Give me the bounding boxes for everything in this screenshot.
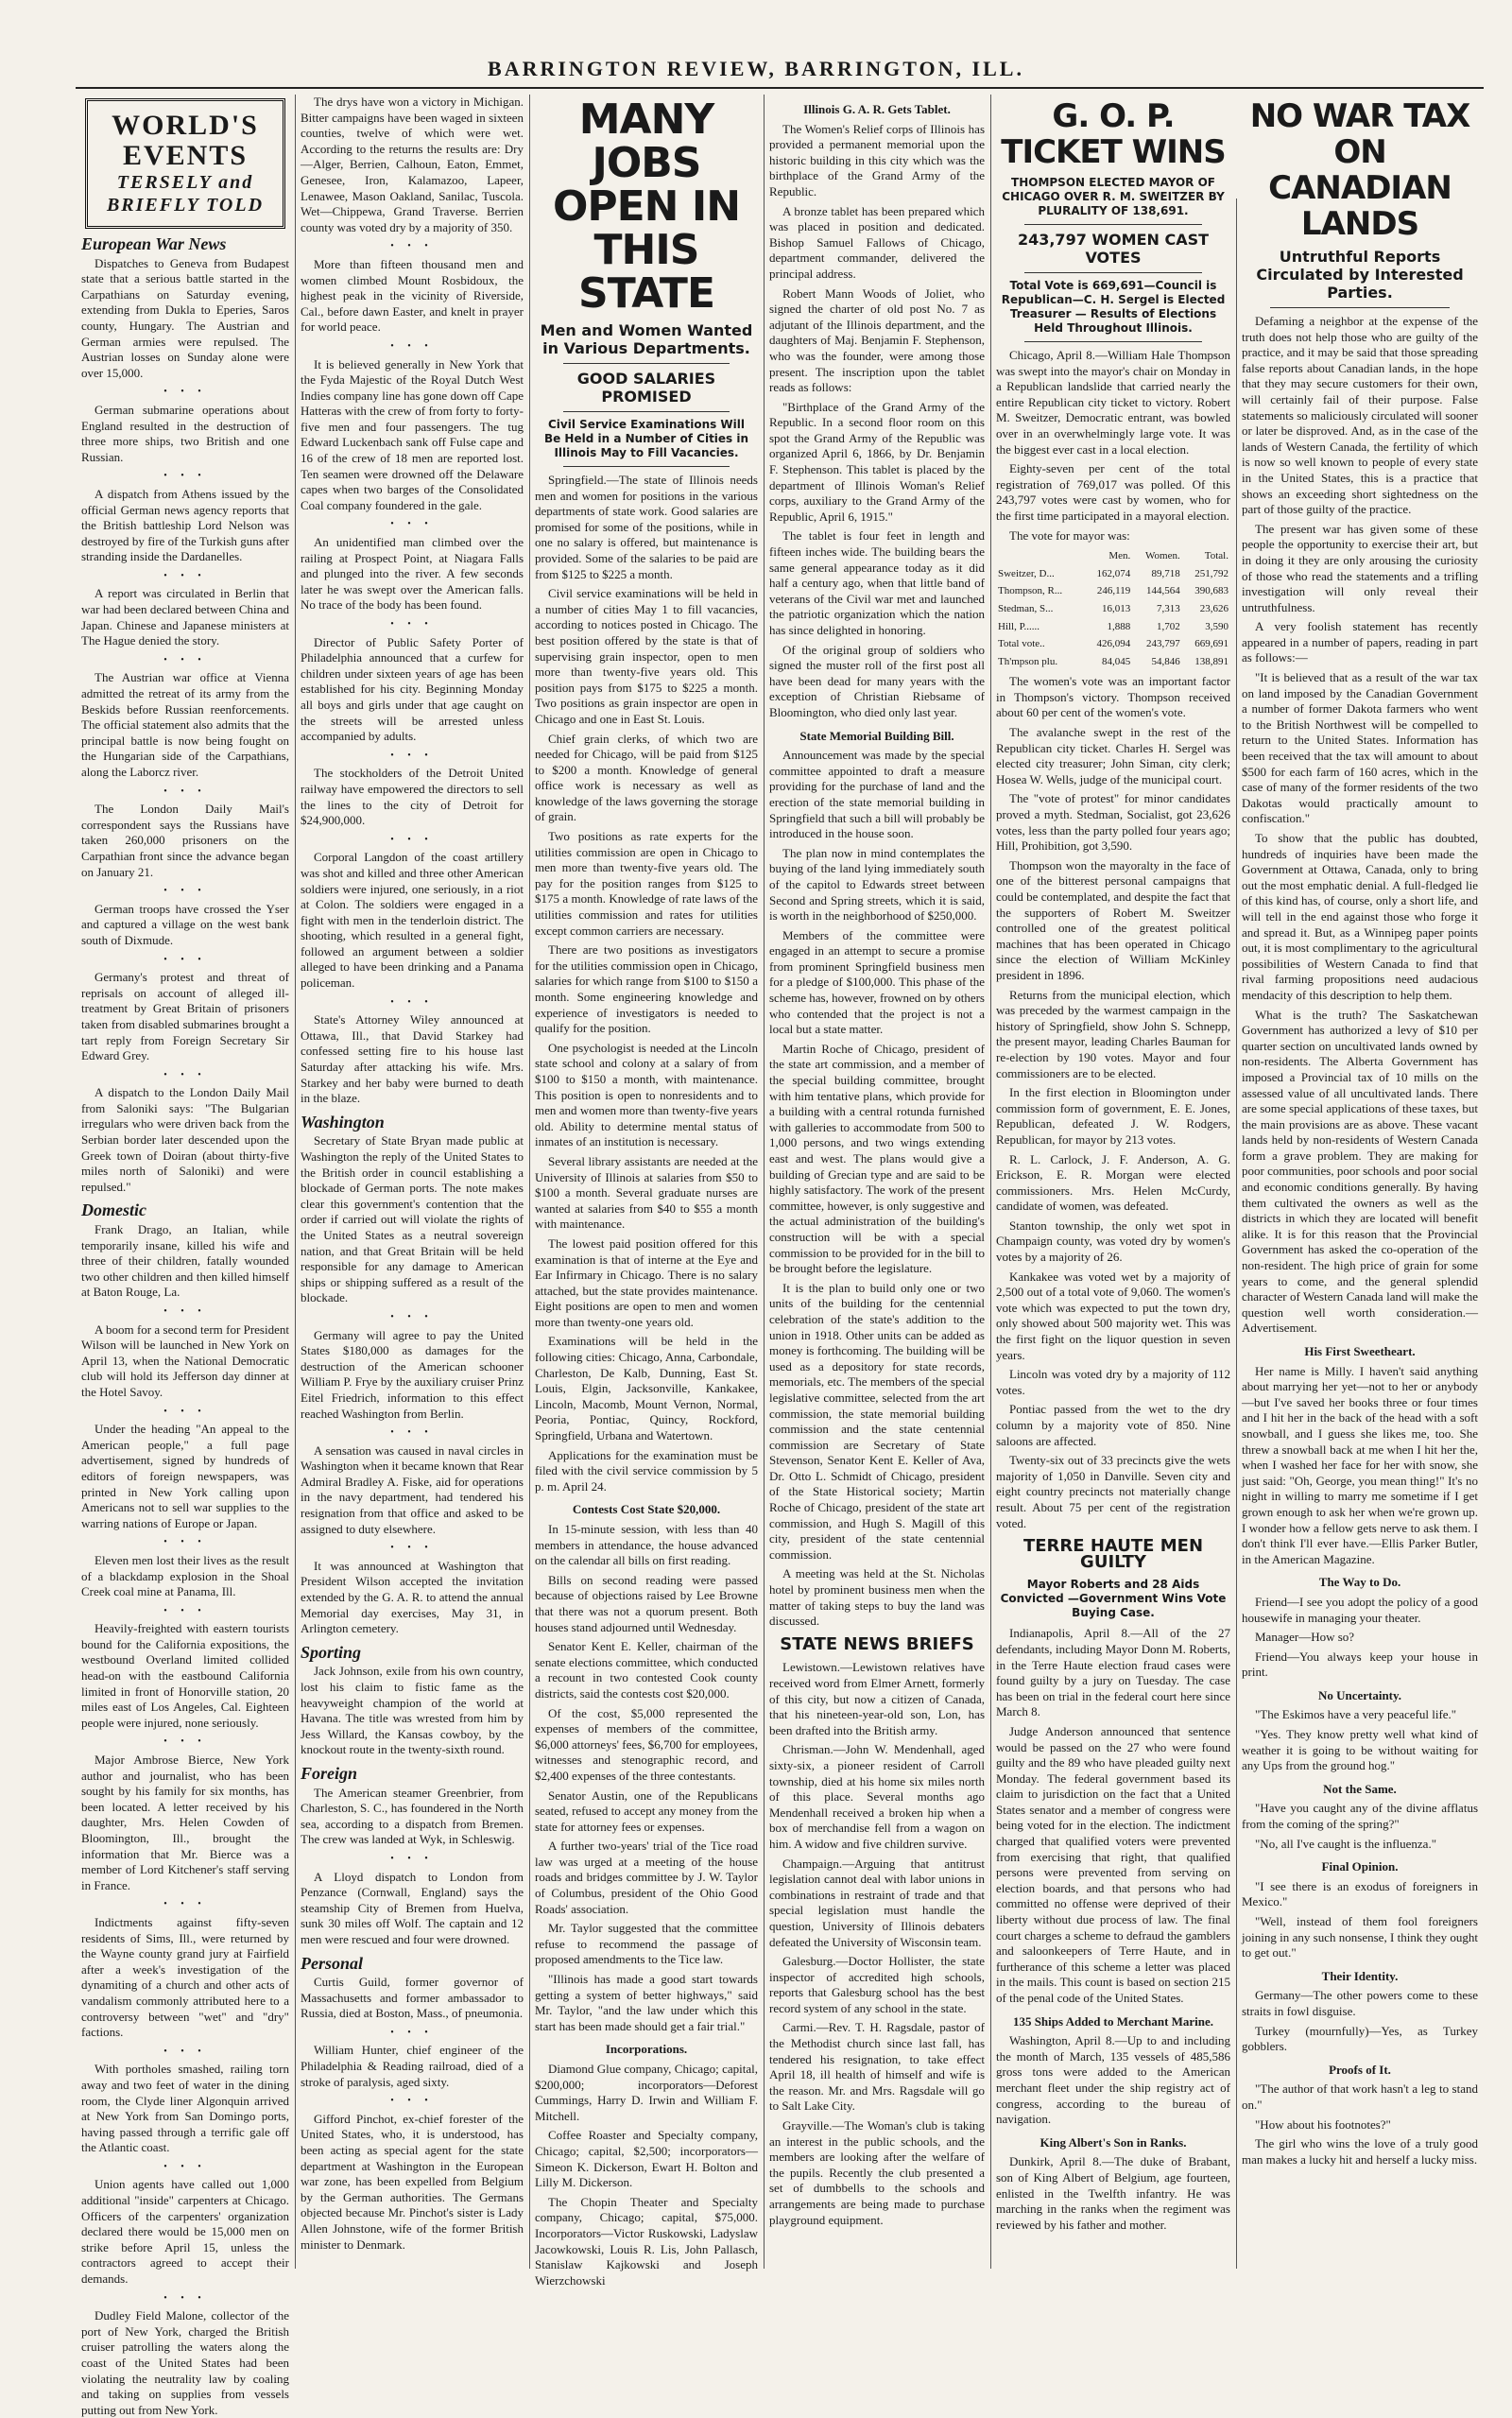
paragraph: Eleven men lost their lives as the result of a blackdamp explosion in the Shoal Creek coal mine at Panama, Ill. [81, 1552, 289, 1599]
table-row-plurality [996, 653, 1230, 671]
table-cell: 426,094 [1096, 638, 1131, 650]
vote-table [996, 547, 1230, 670]
paragraph: A sensation was caused in naval circles in Washington when it became known that Rear Admiral Bradley A. Fiske, aid for operations in the navy department, had tendered his resignation from that office and asked to be assigned to duty elsewhere. [301, 1442, 524, 1536]
paragraph: Major Ambrose Bierce, New York author and journalist, who has been sought by his family for six months, has been located. A letter received by his daughter, Mrs. Helen Cowden of Bloomington, Ill., brought the information that Mr. Bierce was a member of Lord Kitchener's staff serving in France. [81, 1753, 289, 1892]
paragraph: Frank Drago, an Italian, while temporarily insane, killed his wife and three of their children, fatally wounded two other children and then killed himself at Baton Rouge, La. [81, 1222, 289, 1300]
paragraph: A bronze tablet has been prepared which was placed in position and dedicated. Bishop Samuel Fallows of Chicago, department commander, delivered the principal address. [769, 203, 985, 281]
paragraph: Defaming a neighbor at the expense of the truth does not help those who are guilty of the practice, and it may be said that those spreading false reports about Canadian lands, in the hope that they may secure customers for their own, will certainly fail of their purpose. False statements so maliciously circulated will sooner or later be disproved. And, as in the case of the lands of Western Canada, the fertility of which is now so well known to people of every state in the United States, this is a practice that shows an exceeding short sightedness on the part of those guilty of the practice. [1242, 314, 1478, 517]
paragraph: "Have you caught any of the divine afflatus from the coming of the spring?" [1242, 1801, 1478, 1832]
separator-dots: • • • [163, 1736, 207, 1748]
paragraph: The girl who wins the love of a truly good man makes a lucky hit and herself a lucky miss. [1242, 2136, 1478, 2167]
paragraph: Indictments against fifty-seven residents of Sims, Ill., were returned by the Wayne county grand jury at Fairfield after a week's investigation of the dynamiting of a church and other acts of vandalism commonly attributed here to a controversy between "wet" and "dry" factions. [81, 1914, 289, 2040]
paragraph: Diamond Glue company, Chicago; capital, $200,000; incorporators—Deforest Cummings, Harry D. Irwin and William F. Mitchell. [535, 2062, 758, 2123]
paragraph: An unidentified man climbed over the railing at Prospect Point, at Niagara Falls and plunged into the river. A few seconds later he was swept over the American falls. No trace of the body has been found. [301, 535, 524, 613]
paragraph: "Yes. They know pretty well what kind of weather it is going to be without waiting for any Ups from the ground hog." [1242, 1727, 1478, 1773]
separator-dots: • • • [163, 471, 207, 482]
paragraph: Twenty-six out of 33 precincts give the wets majority of 1,050 in Danville. Seven city and eight country precincts not materially change result. About 75 per cent of the registration voted. [996, 1453, 1230, 1530]
paragraph: "Well, instead of them fool foreigners joining in any such nonsense, I think they ought to get out." [1242, 1914, 1478, 1960]
deck-civil-service: Civil Service Examinations Will Be Held in a Number of Cities in Illinois May to Fill Vacancies. [543, 418, 749, 459]
paragraph: A meeting was held at the St. Nicholas hotel by prominent business men when the matter of taking steps to buy the land was discussed. [769, 1566, 985, 1629]
separator-dots: • • • [163, 1069, 207, 1080]
headline-gop-ticket: G. O. P. TICKET WINS [1001, 97, 1226, 171]
paragraph: The drys have won a victory in Michigan. Bitter campaigns have been waged in sixteen counties, twelve of which were wet. According to the returns the results are: Dry—Alger, Berrien, Calhoun, Eaton, Emmet, Genesee, Iron, Kalamazoo, Lapeer, Lenawee, Mason Oakland, Sanilac, Tuscola. Wet—Chippewa, Grand Traverse. Berrien county was voted dry by a majority of 350. [301, 95, 524, 234]
table-cell: 54,846 [1151, 655, 1180, 667]
table-cell: 89,718 [1151, 567, 1180, 579]
separator-dots: • • • [163, 1406, 207, 1417]
paragraph: "It is believed that as a result of the war tax on land imposed by the Canadian Government a number of former Dakota farmers who went to the British Northwest will be compelled to return to the United States. Information has been received that the tax will amount to about $500 for each farm of 160 acres, which in the case of many of the former residents of the two Dakotas would practically amount to confiscation." [1242, 670, 1478, 826]
table-cell: Hill, P...... [998, 620, 1040, 632]
paragraph: Senator Kent E. Keller, chairman of the senate elections committee, which conducted a recount in two contested Cook county districts, said the contests cost $20,000. [535, 1639, 758, 1701]
table-cell: 1,888 [1107, 620, 1131, 632]
paragraph: Curtis Guild, former governor of Massachusetts and former ambassador to Russia, died at Boston, Mass., of pneumonia. [301, 1975, 524, 2021]
paragraph: Of the original group of soldiers who signed the muster roll of the first post all have been dead for many years with the exception of Christian Riebsame of Bloomington, who died only last year. [769, 642, 985, 719]
table-row [996, 582, 1230, 600]
paragraph: In 15-minute session, with less than 40 members in attendance, the house advanced on the calendar all bills on first reading. [535, 1522, 758, 1568]
paragraph: The "vote of protest" for minor candidates proved a myth. Stedman, Socialist, got 23,626 votes, less than the party polled four years ago; Hill, Prohibition, got 3,590. [996, 791, 1230, 854]
table-cell: 23,626 [1199, 602, 1228, 614]
deck-men-and-women: Men and Women Wanted in Various Departments. [540, 321, 753, 357]
table-cell: 246,119 [1096, 585, 1131, 597]
paragraph: Lincoln was voted dry by a majority of 112 votes. [996, 1367, 1230, 1397]
separator-dots: • • • [163, 2046, 207, 2057]
paragraph: Martin Roche of Chicago, president of the state art commission, and a member of the special building committee, brought with him tentative plans, which provide for a building with a central rotunda furnished with galleries to accommodate from 500 to 1,000 persons, and two wings extending east and west. The plans would give a building of Grecian type and are said to be highly satisfactory. The work of the present committee, however, is only suggestive and the actual administration of the building's construction will be with a special commission to be provided for in the bill to be brought before the legislature. [769, 1041, 985, 1276]
masthead-rule [76, 87, 1484, 89]
paragraph: German submarine operations about England resulted in the destruction of three more ships, two British and one Russian. [81, 402, 289, 464]
paragraph: Germany—The other powers come to these straits in fowl disguise. [1242, 1988, 1478, 2018]
masthead: BARRINGTON REVIEW, BARRINGTON, ILL. [488, 57, 1024, 80]
separator-dots: • • • [163, 654, 207, 665]
separator-dots: • • • [390, 2096, 434, 2107]
table-row [996, 618, 1230, 636]
section-european-war: European War News [81, 234, 227, 253]
paragraph: The women's vote was an important factor in Thompson's victory. Thompson received about 60 per cent of the women's vote. [996, 674, 1230, 720]
deck-rule [1024, 341, 1202, 342]
headline-many-jobs: MANY JOBS OPEN IN THIS STATE [552, 95, 741, 318]
subhead-not-the-same: Not the Same. [1323, 1781, 1397, 1796]
paragraph: "The author of that work hasn't a leg to stand on." [1242, 2081, 1478, 2112]
paragraph: It is believed generally in New York that the Fyda Majestic of the Royal Dutch West Indies company line has gone down off Cape Hatteras with the crew of from forty to forty-five men and four passengers. The tug Edward Luckenbach sank off Fulse cape and 16 of the crew of 18 men are reported lost. Ten seamen were drowned off the Delaware capes when two barges of the Consolidated Coal company foundered in the gale. [301, 356, 524, 512]
table-cell: 669,691 [1194, 638, 1228, 650]
separator-dots: • • • [390, 1853, 434, 1864]
paragraph: A dispatch from Athens issued by the official German news agency reports that the British battleship Lord Nelson was destroyed by fire of the Turkish guns after stranding inside the Dardanelles. [81, 486, 289, 564]
column-illinois-news [764, 95, 990, 2269]
paragraph: The American steamer Greenbrier, from Charleston, S. C., has foundered in the North sea, according to a dispatch from Bremen. The crew was landed at Wyk, in Schleswig. [301, 1785, 524, 1847]
separator-dots: • • • [390, 241, 434, 252]
paragraph: It was announced at Washington that President Wilson accepted the invitation extended by the G. A. R. to attend the annual Memorial day exercises, May 31, in Arlington cemetery. [301, 1558, 524, 1636]
paragraph: Gifford Pinchot, ex-chief forester of the United States, who, it is understood, has been acting as special agent for the state department at Washington in the European war zone, has been expelled from Belgium by the German authorities. The Germans objected because Mr. Pinchot's sister is Lady Allen Johnstone, wife of the former British minister to Denmark. [301, 2111, 524, 2252]
deck-thompson-elected: THOMPSON ELECTED MAYOR OF CHICAGO OVER R. M. SWEITZER BY PLURALITY OF 138,691. [1002, 176, 1225, 217]
separator-dots: • • • [390, 834, 434, 845]
paragraph: Senator Austin, one of the Republicans seated, refused to accept any money from the state for attorney fees or expenses. [535, 1788, 758, 1834]
paragraph: Director of Public Safety Porter of Philadelphia announced that a curfew for children under sixteen years of age has been established for his city. Beginning Monday all boys and girls under that age caught on the streets will be arrested unless accompanied by adults. [301, 634, 524, 744]
deck-rule [1024, 224, 1202, 225]
paragraph: German troops have crossed the Yser and captured a village on the west bank south of Dixmude. [81, 901, 289, 947]
paragraph: Robert Mann Woods of Joliet, who signed the charter of old post No. 7 as adjutant of the Illinois department, and the daughters of Maj. Benjamin F. Stephenson, who was the founder, were among those present. The inscription upon the tablet reads as follows: [769, 285, 985, 395]
paragraph: A very foolish statement has recently appeared in a number of papers, reading in part as follows:— [1242, 619, 1478, 665]
paragraph: William Hunter, chief engineer of the Philadelphia & Reading railroad, died of a stroke of paralysis, aged sixty. [301, 2043, 524, 2089]
paragraph: Her name is Milly. I haven't said anything about marrying her yet—not to her or anybody—but I've saved her books three or four times and I hit her in the back of the head with a soft snowball, and I guess she likes me, too. She threw a snowball back at me when I hit her the, when I washed her face for her with snow, she just said: "Oh, George, you mean thing!" It's no night in willing to marry me sometime if I get grown enough to ask her when we're grown up. I wonder how a fellow gets nerve to ask them. I don't think I'll ever have.—Ellis Parker Butler, in the American Magazine. [1242, 1363, 1478, 1566]
paragraph: "No, all I've caught is the influenza." [1255, 1836, 1437, 1851]
subhead-final-opinion: Final Opinion. [1321, 1859, 1399, 1874]
separator-dots: • • • [163, 2292, 207, 2304]
deck-rule [563, 411, 730, 412]
section-washington: Washington [301, 1112, 385, 1131]
paragraph: Friend—I see you adopt the policy of a good housewife in managing your theater. [1242, 1594, 1478, 1625]
paragraph: It is the plan to build only one or two units of the building for the centennial celebration of the state's addition to the union in 1918. Other units can be added as money is forthcoming. The building will be used as a depository for state records, memorials, etc. The members of the special legislative committee, selected from the art commission, the state memorial building commission and the state centennial commission are Secretary of State Stevenson, Senator Kent E. Keller of Ava, Dr. Otto L. Schmidt of Chicago, president of the State Historical society; Martin Roche of Chicago, president of the state art commission, and Hugh S. Magill of this city, president of the state centennial commission. [769, 1280, 985, 1562]
separator-dots: • • • [390, 750, 434, 761]
paragraph: Pontiac passed from the wet to the dry column by a majority vote of 850. Nine saloons are affected. [996, 1402, 1230, 1448]
paragraph: Champaign.—Arguing that antitrust legislation cannot deal with labor unions in combinations in restraint of trade and that special legislation must handle the question, University of Illinois debaters defeated the University of Wisconsin team. [769, 1856, 985, 1949]
headline-state-news-briefs: STATE NEWS BRIEFS [780, 1633, 974, 1654]
paragraph: A further two-years' trial of the Tice road law was urged at a meeting of the house roads and bridges committee by J. W. Taylor of Columbus, president of the Ohio Good Roads' association. [535, 1839, 758, 1916]
box-line-1: WORLD'S [112, 110, 259, 141]
paragraph: Bills on second reading were passed because of objections raised by Lee Browne that there was not a quorum present. Both houses stand adjourned until Wednesday. [535, 1572, 758, 1634]
paragraph: Turkey (mournfully)—Yes, as Turkey gobblers. [1242, 2023, 1478, 2054]
table-cell: 390,683 [1194, 585, 1228, 597]
section-personal: Personal [301, 1953, 364, 1973]
table-cell: 243,797 [1145, 638, 1180, 650]
section-sporting: Sporting [301, 1642, 362, 1662]
paragraph: The tablet is four feet in length and fifteen inches wide. The building bears the same general appearance today as it did half a century ago, when that little band of veterans of the Civil war met and launched the patriotic organization which the nation has since delighted in honoring. [769, 528, 985, 637]
section-domestic: Domestic [81, 1200, 146, 1220]
separator-dots: • • • [390, 340, 434, 352]
deck-rule [563, 363, 730, 364]
paragraph: Manager—How so? [1255, 1630, 1355, 1645]
column-world-events [76, 95, 295, 2417]
paragraph: Announcement was made by the special committee appointed to draft a measure providing for the purchase of land and the erection of the state memorial building in Springfield that such a bill will probably be introduced in the house soon. [769, 748, 985, 841]
paragraph: Heavily-freighted with eastern tourists bound for the California expositions, the westbound Overland limited collided head-on with the eastbound California limited in front of Honorville station, 20 miles east of Los Angeles, Cal. Eighteen people were injured, none seriously. [81, 1621, 289, 1730]
paragraph: What is the truth? The Saskatchewan Government has authorized a levy of $10 per quarter section on uncultivated lands owned by non-residents. The Alberta Government has imposed a Provincial tax of 10 mills on the assessed value of all uncultivated lands. There are some special applications of these taxes, but the main provisions are as above. These vacant lands held by non-residents of Western Canada form a grave problem. They are making for poor communities, poor schools and poor social and economic conditions generally. By having them cultivated the owners as well as the districts in which they are located will benefit alike. It is for this reason that the Provincial Government has asked the co-operation of the non-resident. The high price of grain for some years to come, and the general splendid character of Western Canada land will make the question well worth consideration.—Advertisement. [1242, 1007, 1478, 1336]
table-cell: Men. [1108, 550, 1131, 562]
paragraph: Members of the committee were engaged in an attempt to secure a promise from prominent Springfield business men for a pledge of $100,000. This phase of the scheme has, however, frowned on by others who contended that the project is not a local but a state matter. [769, 927, 985, 1037]
paragraph: Applications for the examination must be filed with the civil service commission by 5 p. m. April 24. [535, 1447, 758, 1494]
paragraph: A Lloyd dispatch to London from Penzance (Cornwall, England) says the steamship City of Bremen from Huelva, sunk 30 miles off Wolf. The captain and 12 men were rescued and four were drowned. [301, 1869, 524, 1946]
subhead-proofs: Proofs of It. [1329, 2062, 1391, 2077]
paragraph: There are two positions as investigators for the utilities commission open in Chicago, salaries for which range from $100 to $150 a month. Some engineering knowledge and experience of investigators is needed to qualify for the position. [535, 942, 758, 1036]
paragraph: Friend—You always keep your house in print. [1242, 1649, 1478, 1680]
separator-dots: • • • [163, 1899, 207, 1910]
deck-untruthful-reports: Untruthful Reports Circulated by Interested Parties. [1256, 248, 1464, 302]
table-cell: Stedman, S... [998, 602, 1054, 614]
paragraph: Civil service examinations will be held in a number of cities May 1 to fill vacancies, according to notices posted in Chicago. The best position offered by the state is that of supervising grain inspector, open to men more than twenty-five years old. This position pays from $175 to $225 a month. Two positions as grain inspector are open in Chicago and one in East St. Louis. [535, 586, 758, 726]
column-jobs-open [529, 95, 764, 2288]
subhead-memorial-building: State Memorial Building Bill. [799, 728, 954, 743]
deck-rule [1270, 307, 1450, 308]
subhead-gar-tablet: Illinois G. A. R. Gets Tablet. [803, 102, 951, 116]
paragraph: The avalanche swept in the rest of the Republican city ticket. Charles H. Sergel was elected city treasurer; John Siman, city clerk; Hosea W. Wells, judge of the municipal court. [996, 725, 1230, 786]
box-line-2: EVENTS [122, 140, 249, 171]
paragraph: Grayville.—The Woman's club is taking an interest in the public schools, and the members are looking after the welfare of the pupils. Recently the club presented a set of dumbbells to the schools and arrangements are being made to purchase playground equipment. [769, 2118, 985, 2227]
paragraph: Germany will agree to pay the United States $180,000 as damages for the destruction of the American schooner William P. Frye by the auxiliary cruiser Prinz Eitel Friedrich, information to this effect reached Washington from Berlin. [301, 1327, 524, 1421]
paragraph: Secretary of State Bryan made public at Washington the reply of the United States to the British order in council establishing a blockade of German ports. The note makes clear this government's contention that the order if carried out will violate the rights of the United States as a neutral sovereign nation, and that Great Britain will be held responsible for any damage to American ships or shipping suffered as a result of the blockade. [301, 1133, 524, 1305]
paragraph: More than fifteen thousand men and women climbed Mount Rosbidoux, the highest peak in the vicinity of Riverside, Cal., before dawn Easter, and knelt in prayer for world peace. [301, 256, 524, 335]
paragraph: R. L. Carlock, J. F. Anderson, A. G. Erickson, E. R. Morgan were elected commissioners. Mrs. Helen McCurdy, candidate of women, was defeated. [996, 1151, 1230, 1214]
paragraph: Washington, April 8.—Up to and including the month of March, 135 vessels of 485,586 gross tons were added to the American merchant fleet under the ship registry act of congress, according to the bureau of navigation. [996, 2033, 1230, 2127]
paragraph: A report was circulated in Berlin that war had been declared between China and Japan. Chinese and Japanese ministers at The Hague denied the story. [81, 586, 289, 648]
paragraph: Returns from the municipal election, which was preceded by the warmest campaign in the history of Springfield, show John S. Schnepp, the present mayor, leading Charles Bauman for re-election by 190 votes. Mayor and four commissioners are to be elected. [996, 987, 1230, 1080]
paragraph: A boom for a second term for President Wilson will be launched in New York on April 13, when the National Democratic club will hold its Jefferson day dinner at the Hotel Savoy. [81, 1321, 289, 1399]
paragraph: The stockholders of the Detroit United railway have empowered the directors to sell the lines to the city of Detroit for $24,900,000. [301, 766, 524, 828]
subhead-first-sweetheart: His First Sweetheart. [1304, 1344, 1416, 1358]
paragraph: Galesburg.—Doctor Hollister, the state inspector of accredited high schools, reports that Galesburg school has the best record system of any school in the state. [769, 1954, 985, 2015]
column-news-continued [295, 95, 529, 2269]
subhead-no-uncertainty: No Uncertainty. [1317, 1687, 1402, 1702]
table-cell: Thompson, R... [998, 585, 1063, 597]
paragraph: Indianapolis, April 8.—All of the 27 defendants, including Mayor Donn M. Roberts, in the Terre Haute election fraud cases were found guilty by a jury on Tuesday. The case has been on trial in the federal court here since March 8. [996, 1626, 1230, 1719]
deck-rule [1024, 272, 1202, 273]
paragraph: Under the heading "An appeal to the American people," a full page advertisement, signed by hundreds of editors of foreign newspapers, was printed in New York calling upon Americans not to sell war supplies to the warring nations of Europe or Japan. [81, 1422, 289, 1530]
deck-total-vote: Total Vote is 669,691—Council is Republican—C. H. Sergel is Elected Treasurer — Results of Elections Held Throughout Illinois. [1001, 279, 1226, 335]
headline-terre-haute: TERRE HAUTE MEN GUILTY [1022, 1536, 1204, 1572]
table-cell: Th'mpson plu. [998, 655, 1058, 667]
paragraph: Chicago, April 8.—William Hale Thompson was swept into the mayor's chair on Monday in a Republican landslide that carried nearly the entire Republican city ticket to victory. Robert M. Sweitzer, Democratic entrant, was bowled over in an overwhelmingly large vote. It was the biggest ever cast in a local election. [996, 348, 1230, 457]
column-election [990, 95, 1236, 2269]
paragraph: Of the cost, $5,000 represented the expenses of members of the committee, $6,000 attorneys' fees, $6,700 for employees, witnesses and stenographic record, and $2,400 expenses of the three contestants. [535, 1705, 758, 1783]
paragraph: The vote for mayor was: [1009, 527, 1130, 543]
separator-dots: • • • [163, 2161, 207, 2172]
paragraph: Chrisman.—John W. Mendenhall, aged sixty-six, a pioneer resident of Carroll township, died at his home six miles north of this place. Several months ago Mendenhall received a broken hip when a box of merchandise fell from a wagon on him. A widow and five children survive. [769, 1742, 985, 1851]
paragraph: The present war has given some of these people the opportunity to exercise their art, but in doing it they are only arousing the curiosity of those who read the statements and a trifling investigation will only reveal their untruthfulness. [1242, 521, 1478, 614]
paragraph: Thompson won the mayoralty in the face of one of the bitterest personal campaigns that could be contemplated, and despite the fact that the supporters of Robert M. Sweitzer controlled one of the greatest political machines that has been operated in Chicago since the election of William McKinley president in 1896. [996, 857, 1230, 982]
deck-good-salaries: GOOD SALARIES PROMISED [576, 370, 716, 406]
paragraph: Stanton township, the only wet spot in Champaign county, was voted dry by women's votes by a majority of 26. [996, 1218, 1230, 1265]
paragraph: Two positions as rate experts for the utilities commission are open in Chicago to men more than twenty-five years old. The pay for the position ranges from $125 to $175 a month. Knowledge of rate laws of the utilities commission and rates for utilities except common carriers are necessary. [535, 829, 758, 938]
separator-dots: • • • [163, 387, 207, 398]
table-cell: 251,792 [1194, 567, 1228, 579]
paragraph: Judge Anderson announced that sentence would be passed on the 27 who were found guilty and the 89 who have pleaded guilty next Monday. The federal government based its claim to jurisdiction on the fact that a United States senator and a member of congress were being voted for in the election. The indictment charged that qualified voters were prevented from exercising that right, that qualified persons were prevented from serving on election boards, and that persons who had committed no offense were deprived of their liberty without due process of law. The final court charges a scheme to defraud the gamblers and saloonkeepers of Terre Haute, and in furtherance of this scheme a letter was placed in the mails. This count is based on section 215 of the penal code of the United States. [996, 1723, 1230, 2005]
paragraph: Lewistown.—Lewistown relatives have received word from Elmer Arnett, formerly of this city, but now a citizen of Canada, that his nineteen-year-old son, Lon, has been drafted into the British army. [769, 1660, 985, 1737]
paragraph: Springfield.—The state of Illinois needs men and women for positions in the various departments of state work. Good salaries are promised for some of the positions, while in one no salary is offered, but maintenance is provided. Some of the salaries to be paid are from $125 to $225 a month. [535, 473, 758, 581]
paragraph: One psychologist is needed at the Lincoln state school and colony at a salary of from $100 to $150 a month, with maintenance. This position is open to nonresidents and to men and women more than twenty-five years old. Ability to determine mental status of inmates of an institution is necessary. [535, 1040, 758, 1149]
table-cell [996, 547, 1084, 565]
table-cell: 144,564 [1145, 585, 1180, 597]
paragraph: To show that the public has doubted, hundreds of inquiries have been made the Government at Ottawa, Canada, only to bring out the most emphatic denial. A full-fledged lie of this kind has, of course, only a short life, and will tell in the end against those who forge it and spread it. But, as a Winnipeg paper points out, it is most complimentary to the agricultural possibilities of Western Canada to find that rival farming propositions need audacious mendacity of this description to help them. [1242, 831, 1478, 1002]
table-cell: Total. [1204, 550, 1228, 562]
deck-mayor-roberts: Mayor Roberts and 28 Aids Convicted —Government Wins Vote Buying Case. [1000, 1578, 1227, 1620]
paragraph: With portholes smashed, railing torn away and two feet of water in the dining room, the Clyde liner Algonquin arrived at New York from San Domingo ports, having passed through a terrific gale off the Atlantic coast. [81, 2062, 289, 2155]
separator-dots: • • • [390, 519, 434, 530]
table-cell: 3,590 [1205, 620, 1228, 632]
paragraph: Kankakee was voted wet by a majority of 2,500 out of a total vote of 9,060. The women's vote which was expected to put the town dry, only showed about 500 majority wet. This was the first fight on the liquor question in seven years. [996, 1269, 1230, 1362]
separator-dots: • • • [390, 619, 434, 630]
deck-women-votes: 243,797 WOMEN CAST VOTES [1017, 231, 1210, 267]
subhead-contests-cost: Contests Cost State $20,000. [572, 1502, 721, 1517]
paragraph: The Women's Relief corps of Illinois has provided a permanent memorial upon the historic building in this city which was the birthplace of the Grand Army of the Republic. [769, 121, 985, 199]
subhead-way-to-do: The Way to Do. [1318, 1575, 1401, 1590]
separator-dots: • • • [163, 954, 207, 965]
paragraph: Dispatches to Geneva from Budapest state that a serious battle started in the Carpathians on Saturday evening, extending from Dukla to Eperies, Saros county, Hungary. The Austrian and German armies were repulsed. The Austrian losses on Sunday alone were over 15,000. [81, 255, 289, 380]
paragraph: Eighty-seven per cent of the total registration of 769,017 was polled. Of this 243,797 votes were cast by women, who for the first time participated in a mayoral election. [996, 461, 1230, 523]
deck-rule [563, 466, 730, 467]
table-cell: 16,013 [1102, 602, 1131, 614]
table-cell: Women. [1145, 550, 1180, 562]
paragraph: Germany's protest and threat of reprisals on account of alleged ill-treatment by Great Britain of prisoners taken from disabled submarines brought a tart reply from Foreign Secretary Sir Edward Grey. [81, 970, 289, 1063]
table-cell: 138,891 [1194, 655, 1228, 667]
headline-no-war-tax: NO WAR TAX ON CANADIAN LANDS [1249, 97, 1470, 243]
table-cell: Sweitzer, D... [998, 567, 1055, 579]
subhead-incorporations: Incorporations. [605, 2042, 688, 2057]
subhead-king-albert: King Albert's Son in Ranks. [1040, 2134, 1187, 2150]
separator-dots: • • • [390, 1427, 434, 1439]
table-cell: Total vote.. [998, 638, 1045, 650]
table-cell: 7,313 [1156, 602, 1180, 614]
box-line-4: BRIEFLY TOLD [106, 195, 265, 216]
paragraph: Several library assistants are needed at the University of Illinois at salaries from $50 to $100 a month. Several graduate nurses are wanted at salaries from $40 to $55 a month with maintenance. [535, 1153, 758, 1232]
table-row-total [996, 635, 1230, 653]
separator-dots: • • • [163, 1306, 207, 1317]
table-row [996, 565, 1230, 583]
paragraph: Chief grain clerks, of which two are needed for Chicago, will be paid from $125 to $200 a month. Knowledge of general office work is necessary as well as knowledge of the laws governing the storage of grain. [535, 731, 758, 824]
section-foreign: Foreign [301, 1763, 358, 1783]
separator-dots: • • • [390, 1311, 434, 1322]
separator-dots: • • • [390, 996, 434, 1008]
box-line-3: TERSELY and [116, 172, 254, 193]
separator-dots: • • • [390, 1543, 434, 1554]
subhead-their-identity: Their Identity. [1321, 1968, 1399, 1983]
separator-dots: • • • [163, 786, 207, 797]
separator-dots: • • • [163, 570, 207, 581]
paragraph: A dispatch to the London Daily Mail from Saloniki says: "The Bulgarian irregulars who were driven back from the Serbian border later descended upon the Greek town of Doiran (about thirty-five miles north of Saloniki) and were repulsed." [81, 1085, 289, 1194]
paragraph: The lowest paid position offered for this examination is that of interne at the Eye and Ear Infirmary in Chicago. There is no salary attached, but the state provides maintenance. Eight positions are open to men and women more than twenty-one years old. [535, 1235, 758, 1329]
separator-dots: • • • [390, 2027, 434, 2038]
paragraph: "The Eskimos have a very peaceful life." [1255, 1707, 1457, 1722]
table-cell: 84,045 [1102, 655, 1131, 667]
paragraph: Union agents have called out 1,000 additional "inside" carpenters at Chicago. Officers of the carpenters' organization declared there would be 15,000 men on strike before April 15, unless the contractors agreed to accept their demands. [81, 2177, 289, 2287]
paragraph: Carmi.—Rev. T. H. Ragsdale, pastor of the Methodist church since last fall, has tendered his resignation, to take effect April 18, ill health of himself and wife is the reason. Mr. and Mrs. Ragsdale will go to Salt Lake City. [769, 2020, 985, 2114]
separator-dots: • • • [163, 886, 207, 897]
paragraph: The plan now in mind contemplates the buying of the land lying immediately south of the capitol to Edwards street between Second and Spring streets, which it is said, is worth in the neighborhood of $250,000. [769, 845, 985, 924]
paragraph: Dunkirk, April 8.—The duke of Brabant, son of King Albert of Belgium, age fourteen, enlisted in the Twelfth infantry. He was marching in the ranks when the regiment was reviewed by his father and mother. [996, 2154, 1230, 2232]
paragraph: Jack Johnson, exile from his own country, lost his claim to fistic fame as the heavyweight champion of the world at Havana. The title was wrested from him by Jess Willard, the Kansas cowboy, by the knockout route in the twenty-sixth round. [301, 1664, 524, 1757]
paragraph: State's Attorney Wiley announced at Ottawa, Ill., that David Starkey had confessed setting fire to his house last Saturday after attacking his wife. Mrs. Starkey and her baby were burned to death in the blaze. [301, 1012, 524, 1106]
paragraph: Dudley Field Malone, collector of the port of New York, charged the British cruiser patrolling the waters along the coast of the United States had been violating the neutrality law by coaling and taking on supplies from vessels putting out from New York. [81, 2308, 289, 2417]
table-cell: 162,074 [1096, 567, 1131, 579]
separator-dots: • • • [163, 1537, 207, 1548]
paragraph: In the first election in Bloomington under commission form of government, E. E. Jones, Republican, defeated J. W. Rodgers, Republican, for mayor by 213 votes. [996, 1085, 1230, 1147]
paragraph: Corporal Langdon of the coast artillery was shot and killed and three other American soldiers were injured, one seriously, in a riot at Colon. The soldiers were engaged in a fight with men in the tenderloin district. The shooting, which resulted in a general fight, followed an argument between a soldier alleged to have been drinking and a Panama policeman. [301, 850, 524, 991]
paragraph: Coffee Roaster and Specialty company, Chicago; capital, $2,500; incorporators—Simeon K. Dickerson, Ewart H. Bolton and Lilly M. Dickerson. [535, 2128, 758, 2190]
vote-table-header [996, 547, 1230, 565]
table-cell: 1,702 [1156, 620, 1180, 632]
separator-dots: • • • [163, 1605, 207, 1616]
paragraph: "How about his footnotes?" [1255, 2116, 1391, 2132]
paragraph: The Chopin Theater and Specialty company, Chicago; capital, $75,000. Incorporators—Victor Ruskowski, Ladyslaw Jacowkowski, Louis R. Lis, John Pallasch, Stanislaw Kajkowski and Joseph Wierzchowski [535, 2194, 758, 2288]
paragraph: Examinations will be held in the following cities: Chicago, Anna, Carbondale, Charleston, De Kalb, Dunning, East St. Louis, Elgin, Jacksonville, Kankakee, Lincoln, Macomb, Mount Vernon, Normal, Peoria, Pontiac, Quincy, Rockford, Springfield, Urbana and Watertown. [535, 1334, 758, 1443]
world-events-title-box [85, 98, 285, 229]
column-canadian-lands [1236, 95, 1484, 2269]
paragraph: "I see there is an exodus of foreigners in Mexico." [1242, 1878, 1478, 1909]
paragraph: The London Daily Mail's correspondent says the Russians have taken 260,000 prisoners on the Carpathian front since the advance began on January 21. [81, 802, 289, 879]
paragraph: Mr. Taylor suggested that the committee refuse to recommend the passage of proposed amendments to the Tice law. [535, 1921, 758, 1967]
paragraph: The Austrian war office at Vienna admitted the retreat of its army from the Beskids before Russian reenforcements. The official statement also admits that the principal battle is now being fought on the Hungarian side of the Carpathians, along the Laborcz river. [81, 670, 289, 779]
subhead-ships-added: 135 Ships Added to Merchant Marine. [1012, 2013, 1214, 2029]
paragraph: "Illinois has made a good start towards getting a system of better highways," said Mr. Taylor, "and the law under which this start has been made should get a fair trial." [535, 1972, 758, 2033]
paragraph: "Birthplace of the Grand Army of the Republic. In a second floor room on this spot the Grand Army of the Republic was organized April 6, 1866, by Dr. Benjamin F. Stephenson. This tablet is placed by the department of Illinois Woman's Relief corps, auxiliary to the Grand Army of the Republic, April 6, 1915." [769, 399, 985, 524]
table-row [996, 600, 1230, 618]
